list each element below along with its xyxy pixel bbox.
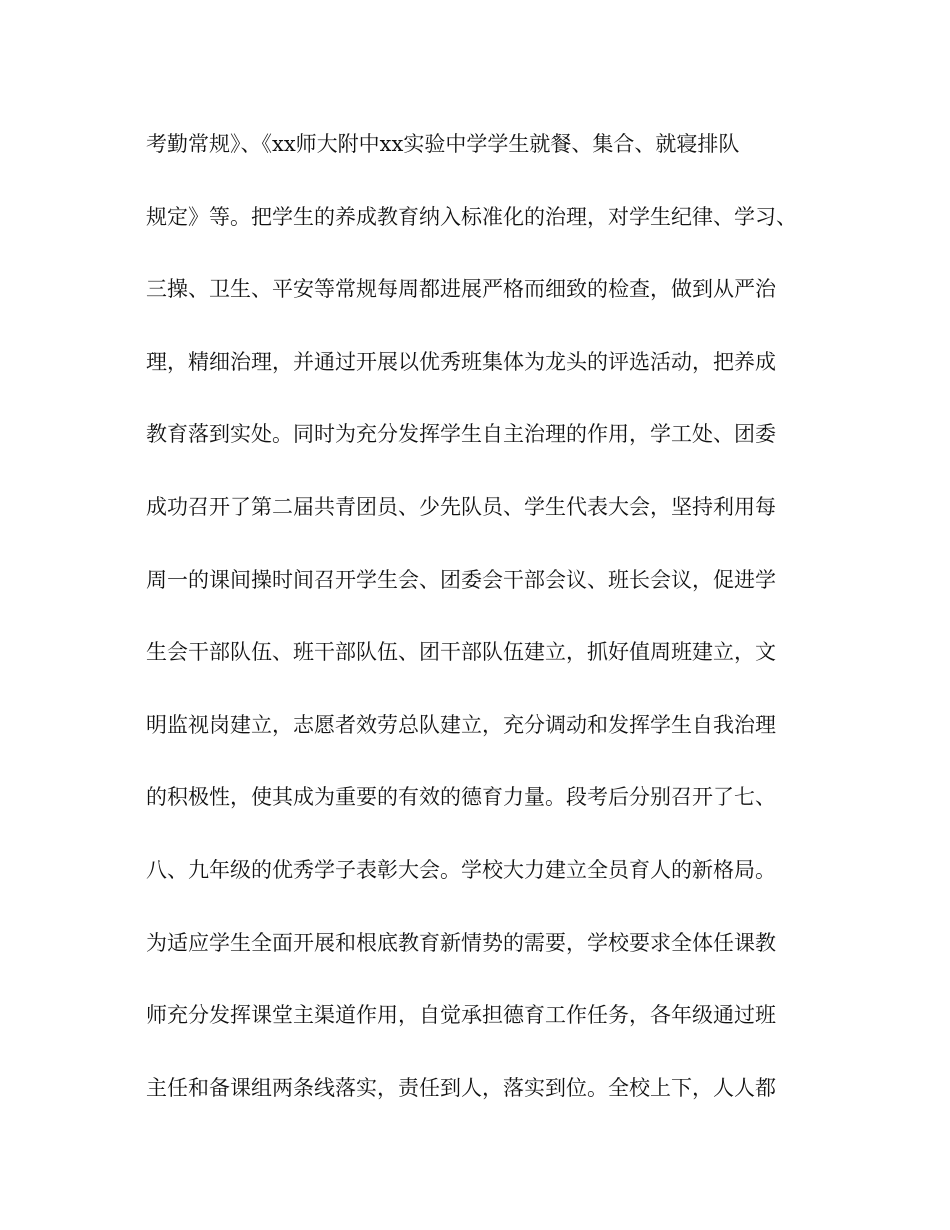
text-line-8: 生会干部队伍、班干部队伍、团干部队伍建立，抓好值周班建立，文 xyxy=(146,640,776,665)
text-line-3: 三操、卫生、平安等常规每周都进展严格而细致的检查，做到从严治 xyxy=(146,277,776,302)
text-line-7: 周一的课间操时间召开学生会、团委会干部会议、班长会议，促进学 xyxy=(146,567,776,592)
text-line-5: 教育落到实处。同时为充分发挥学生自主治理的作用，学工处、团委 xyxy=(146,422,776,447)
text-line-11: 八、九年级的优秀学子表彰大会。学校大力建立全员育人的新格局。 xyxy=(146,857,776,882)
body-text xyxy=(146,126,826,1142)
text-line-10: 的积极性，使其成为重要的有效的德育力量。段考后分别召开了七、 xyxy=(146,785,776,810)
text-line-12: 为适应学生全面开展和根底教育新情势的需要，学校要求全体任课教 xyxy=(146,930,776,955)
text-line-1: 考勤常规》、《xx师大附中xx实验中学学生就餐、集合、就寝排队 xyxy=(146,132,740,156)
text-line-13: 师充分发挥课堂主渠道作用，自觉承担德育工作任务，各年级通过班 xyxy=(146,1003,776,1028)
text-line-14: 主任和备课组两条线落实，责任到人，落实到位。全校上下，人人都 xyxy=(146,1075,776,1100)
text-line-9: 明监视岗建立，志愿者效劳总队建立，充分调动和发挥学生自我治理 xyxy=(146,712,776,737)
text-line-6: 成功召开了第二届共青团员、少先队员、学生代表大会，坚持利用每 xyxy=(146,494,776,519)
text-line-2: 规定》等。把学生的养成教育纳入标准化的治理，对学生纪律、学习、 xyxy=(146,204,797,229)
text-line-4: 理，精细治理，并通过开展以优秀班集体为龙头的评选活动，把养成 xyxy=(146,349,776,374)
